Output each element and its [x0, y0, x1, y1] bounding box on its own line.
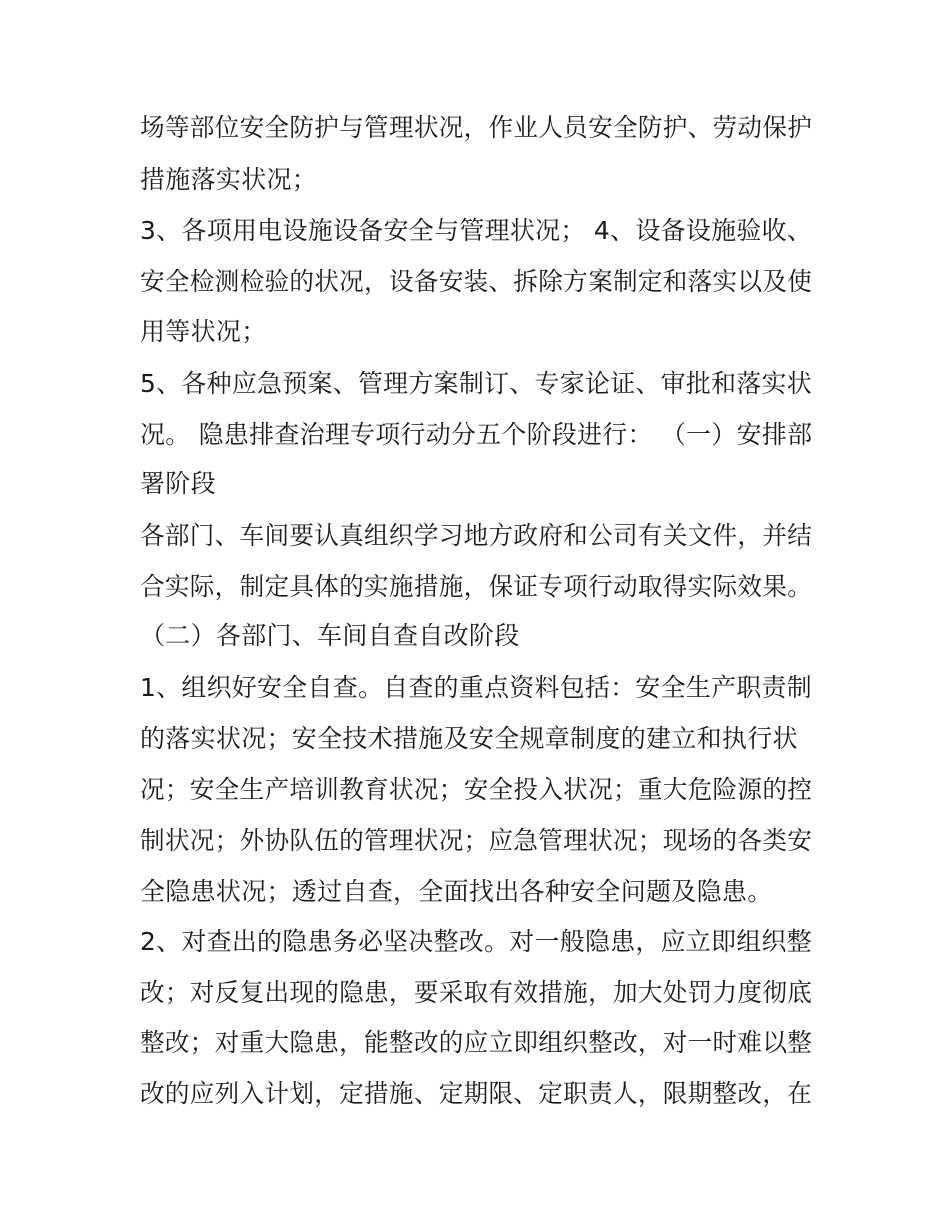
text-line: 署阶段	[140, 469, 216, 498]
text-line: 5、各种应急预案、管理方案制订、专家论证、审批和落实状	[140, 369, 813, 398]
text-line: 安全检测检验的状况，设备安装、拆除方案制定和落实以及使	[140, 267, 813, 296]
text-line: 改；对反复出现的隐患，要采取有效措施，加大处罚力度彻底	[140, 978, 813, 1007]
text-line: （二）各部门、车间自查自改阶段	[140, 621, 520, 650]
text-line: 全隐患状况；透过自查，全面找出各种安全问题及隐患。	[140, 877, 773, 906]
text-line: 3、各项用电设施设备安全与管理状况； 4、设备设施验收、	[140, 216, 813, 245]
text-line: 各部门、车间要认真组织学习地方政府和公司有关文件，并结	[140, 521, 813, 550]
text-line: 措施落实状况；	[140, 165, 318, 194]
text-line: 合实际，制定具体的实施措施，保证专项行动取得实际效果。	[140, 572, 813, 601]
text-line: 场等部位安全防护与管理状况，作业人员安全防护、劳动保护	[140, 113, 813, 142]
text-line: 制状况；外协队伍的管理状况；应急管理状况；现场的各类安	[140, 826, 813, 855]
text-line: 1、组织好安全自查。自查的重点资料包括：安全生产职责制	[140, 673, 813, 702]
text-line: 2、对查出的隐患务必坚决整改。对一般隐患，应立即组织整	[140, 927, 813, 956]
text-line: 况；安全生产培训教育状况；安全投入状况；重大危险源的控	[140, 775, 813, 804]
text-line: 改的应列入计划，定措施、定期限、定职责人，限期整改，在	[140, 1079, 813, 1108]
text-line: 整改；对重大隐患，能整改的应立即组织整改，对一时难以整	[140, 1028, 813, 1057]
text-line: 的落实状况；安全技术措施及安全规章制度的建立和执行状	[140, 724, 798, 753]
text-line: 况。 隐患排查治理专项行动分五个阶段进行： （一）安排部	[140, 420, 813, 449]
text-line: 用等状况；	[140, 317, 267, 346]
